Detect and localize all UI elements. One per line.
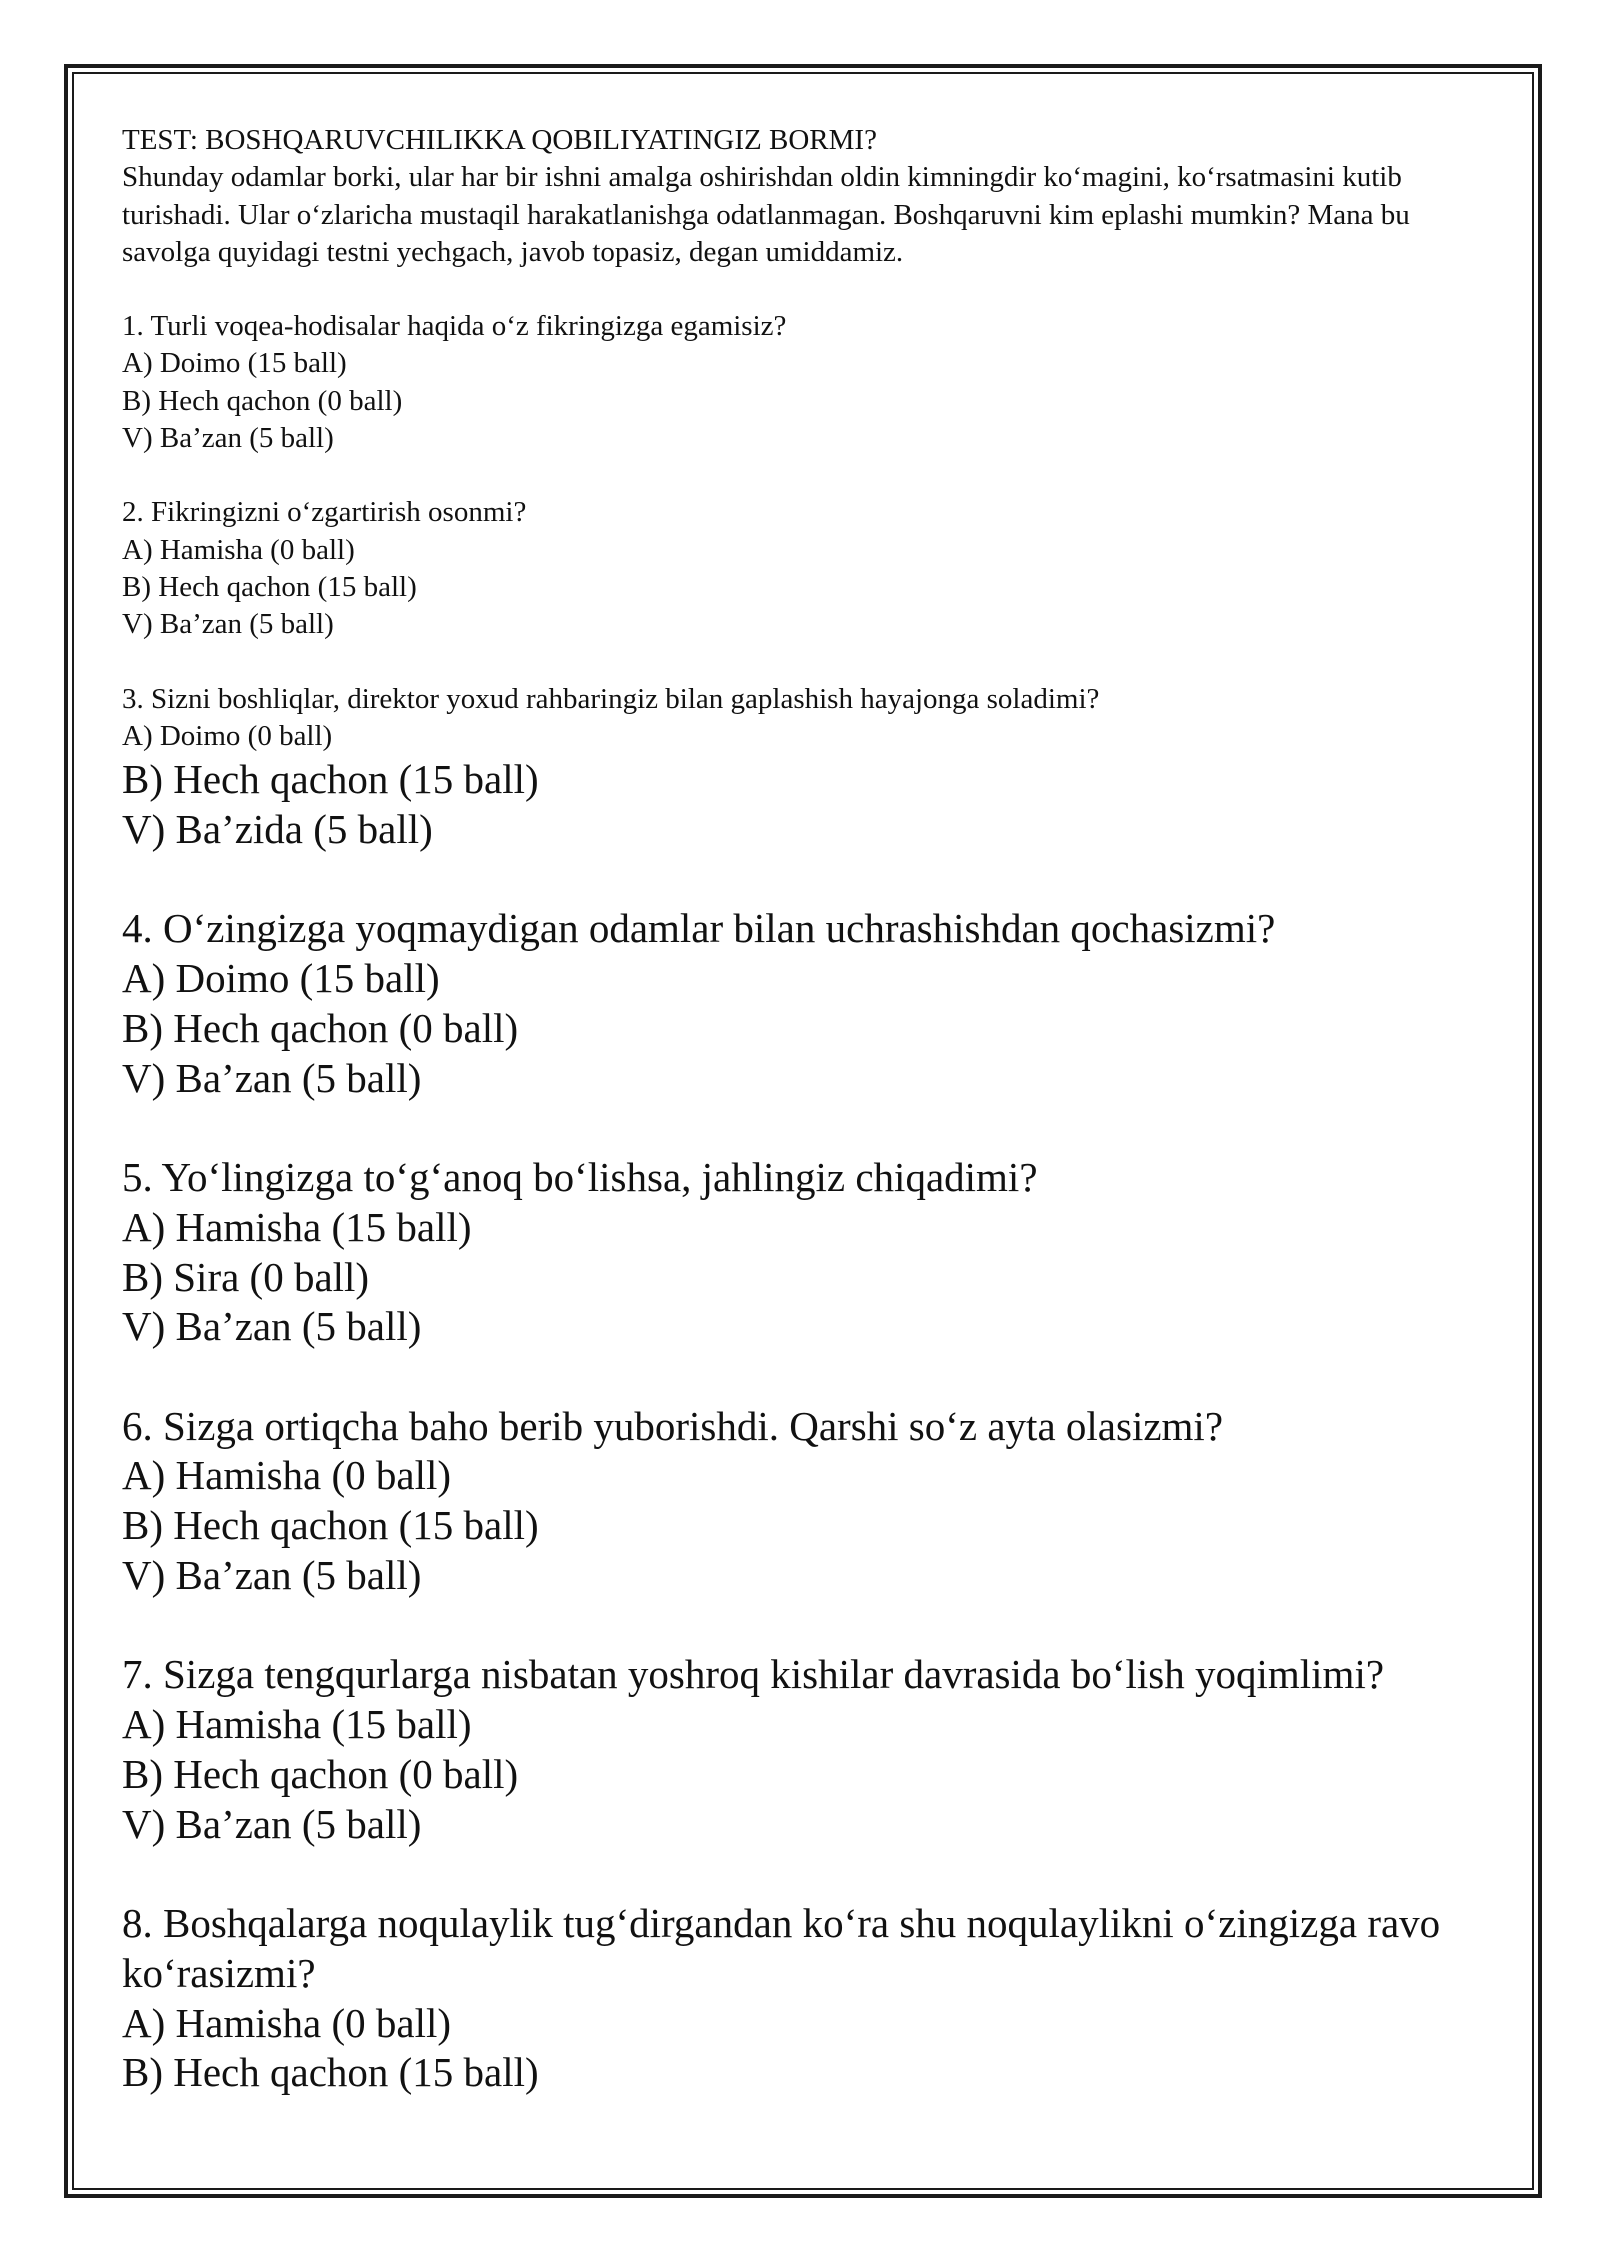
answer-option: A) Hamisha (15 ball) — [122, 1701, 472, 1748]
document-body — [122, 122, 1502, 2098]
answer-option: A) Hamisha (0 ball) — [122, 533, 355, 566]
answer-option: B) Hech qachon (15 ball) — [122, 2049, 539, 2096]
answer-option: B) Hech qachon (15 ball) — [122, 570, 417, 603]
answer-option: A) Doimo (0 ball) — [122, 719, 333, 752]
question-4 — [122, 904, 1502, 1103]
intro-section — [122, 122, 1502, 271]
answer-option: A) Doimo (15 ball) — [122, 955, 440, 1002]
question-text: 1. Turli voqea-hodisalar haqida o‘z fikringizga egamisiz? — [122, 310, 787, 343]
question-text: 3. Sizni boshliqlar, direktor yoxud rahbaringiz bilan gaplashish hayajonga soladimi? — [122, 682, 1100, 715]
question-text: 2. Fikringizni o‘zgartirish osonmi? — [122, 496, 527, 529]
question-5 — [122, 1153, 1502, 1352]
answer-option: B) Hech qachon (15 ball) — [122, 756, 539, 803]
answer-option: V) Ba’zan (5 ball) — [122, 1054, 422, 1101]
question-1 — [122, 308, 1502, 457]
question-8 — [122, 1899, 1502, 2098]
answer-option: B) Hech qachon (15 ball) — [122, 1502, 539, 1549]
document-title: TEST: BOSHQARUVCHILIKKA QOBILIYATINGIZ BORMI? — [122, 124, 877, 156]
question-text: 5. Yo‘lingizga to‘g‘anoq bo‘lishsa, jahlingiz chiqadimi? — [122, 1153, 1038, 1200]
question-text: 6. Sizga ortiqcha baho berib yuborishdi. Qarshi so‘z ayta olasizmi? — [122, 1402, 1224, 1449]
question-text: 8. Boshqalarga noqulaylik tug‘dirgandan ko‘ra shu noqulaylikni o‘zingizga ravo ko‘rasizmi? — [122, 1900, 1441, 1996]
answer-option: V) Ba’zan (5 ball) — [122, 1303, 422, 1350]
answer-option: B) Sira (0 ball) — [122, 1253, 370, 1300]
intro-paragraph: Shunday odamlar borki, ular har bir ishni amalga oshirishdan oldin kimningdir ko‘magini, ko‘rsatmasini kutib turishadi. Ular o‘zlaricha mustaqil harakatlanishga odatlanmagan. Boshqaruvni kim eplashi mumkin? Mana bu savolga quyidagi testni yechgach, javob topasiz, degan umiddamiz. — [122, 161, 1410, 268]
answer-option: B) Hech qachon (0 ball) — [122, 1750, 519, 1797]
answer-option: V) Ba’zan (5 ball) — [122, 422, 334, 455]
question-text: 4. O‘zingizga yoqmaydigan odamlar bilan uchrashishdan qochasizmi? — [122, 905, 1276, 952]
answer-option: V) Ba’zan (5 ball) — [122, 1800, 422, 1847]
answer-option: V) Ba’zida (5 ball) — [122, 805, 433, 852]
answer-option: V) Ba’zan (5 ball) — [122, 608, 334, 641]
question-3 — [122, 681, 1502, 855]
question-text: 7. Sizga tengqurlarga nisbatan yoshroq kishilar davrasida bo‘lish yoqimlimi? — [122, 1651, 1385, 1698]
answer-option: A) Hamisha (0 ball) — [122, 1999, 452, 2046]
answer-option: A) Hamisha (0 ball) — [122, 1452, 452, 1499]
answer-option: A) Hamisha (15 ball) — [122, 1203, 472, 1250]
question-2 — [122, 494, 1502, 643]
answer-option: B) Hech qachon (0 ball) — [122, 1004, 519, 1051]
answer-option: A) Doimo (15 ball) — [122, 347, 347, 380]
answer-option: V) Ba’zan (5 ball) — [122, 1552, 422, 1599]
question-7 — [122, 1650, 1502, 1849]
question-6 — [122, 1402, 1502, 1601]
answer-option: B) Hech qachon (0 ball) — [122, 384, 403, 417]
